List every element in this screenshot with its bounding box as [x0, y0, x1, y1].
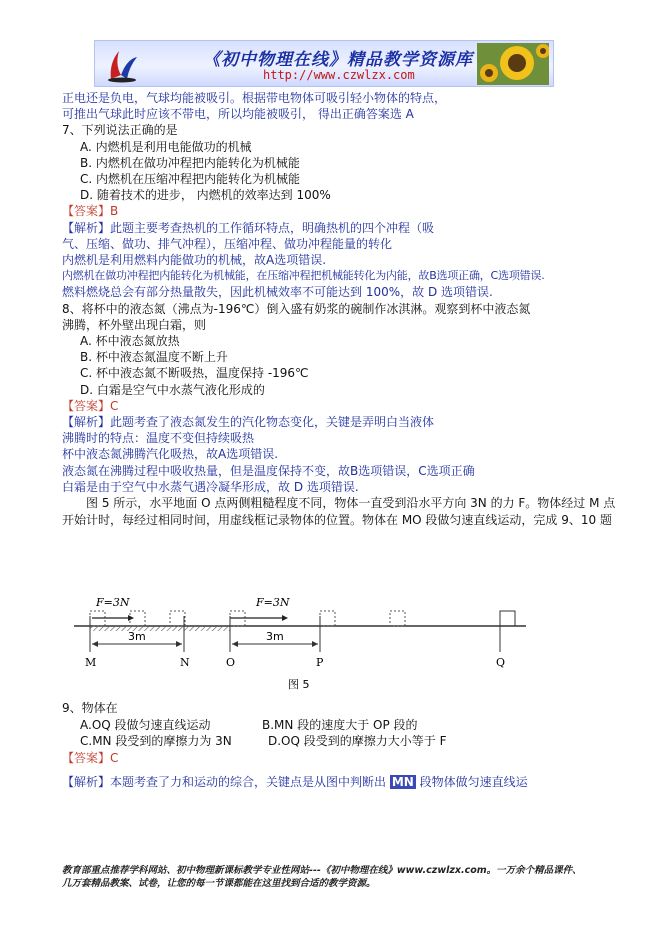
- arrowhead-icon: [128, 615, 134, 621]
- q7-analysis-4: 内燃机在做功冲程把内能转化为机械能，在压缩冲程把机械能转化为内能，故B选项正确，C选项错误.: [62, 269, 545, 283]
- dimension-label-2: 3m: [266, 630, 284, 643]
- q7-option-d: D. 随着技术的进步， 内燃机的效率达到 100%: [80, 188, 331, 203]
- figure-intro: 图 5 所示，水平地面 O 点两侧粗糙程度不同，物体一直受到沿水平方向 3N 的力 F。物体经过 M 点开始计时，每经过相同时间，用虚线框记录物体的位置。物体在 MO 段做匀速直线运动，完成 9、10 题: [62, 496, 616, 528]
- box-position: [500, 611, 515, 626]
- q9-analysis: [62, 774, 622, 791]
- q8-option-b: B. 杯中液态氮温度不断上升: [80, 350, 228, 365]
- box-position: [170, 611, 185, 626]
- page-footer: [62, 864, 622, 890]
- q8-stem-1: 8、将杯中的液态氮（沸点为-196℃）倒入盛有奶浆的碗制作冰淇淋。观察到杯中液态氮: [62, 301, 531, 316]
- point-label-N: N: [180, 656, 190, 669]
- q8-option-a: A. 杯中液态氮放热: [80, 334, 180, 349]
- q9-option-d: D.OQ 段受到的摩擦力大小等于 F: [268, 734, 447, 748]
- q9-option-c: C.MN 段受到的摩擦力为 3N: [80, 734, 232, 748]
- sunflower-icon: [477, 43, 549, 85]
- dimension-label-1: 3m: [128, 630, 146, 643]
- banner-url[interactable]: http://www.czwlzx.com: [263, 68, 415, 82]
- top-line-2: 可推出气球此时应该不带电，所以均能被吸引， 得出正确答案选 A: [62, 107, 414, 122]
- q8-answer: 【答案】C: [62, 398, 119, 413]
- header-banner: [94, 40, 554, 87]
- logo-icon: [105, 45, 139, 83]
- q8-option-d: D. 白霜是空气中水蒸气液化形成的: [80, 382, 265, 397]
- footer-line-1: 教育部重点推荐学科网站、初中物理新课标教学专业性网站---《初中物理在线》www.czwlzx.com。一万余个精品课件、: [62, 865, 582, 876]
- question-9: [62, 700, 622, 791]
- q9-row-2: [62, 733, 622, 750]
- q7-analysis-5: 燃料燃烧总会有部分热量散失，因此机械效率不可能达到 100%，故 D 选项错误.: [62, 285, 493, 300]
- banner-title: 《初中物理在线》精品教学资源库: [203, 50, 473, 70]
- q7-answer: 【答案】B: [62, 204, 119, 219]
- top-line-1: 正电还是负电，气球均能被吸引。根据带电物体可吸引轻小物体的特点，: [62, 91, 447, 105]
- arrowhead-icon: [282, 615, 288, 621]
- q7-option-b: B. 内燃机在做功冲程把内能转化为机械能: [80, 155, 300, 170]
- q7-analysis-3: 内燃机是利用燃料内能做功的机械，故A选项错误.: [62, 253, 327, 268]
- q8-analysis-1: 【解析】此题考查了液态氮发生的汽化物态变化，关键是弄明白当液体: [62, 415, 435, 430]
- q8-analysis-5: 白霜是由于空气中水蒸气遇冷凝华形成，故 D 选项错误.: [62, 479, 359, 494]
- q7-analysis-2: 气、压缩、做功、排气冲程），压缩冲程、做功冲程能量的转化: [62, 236, 393, 251]
- q9-option-b: B.MN 段的速度大于 OP 段的: [262, 717, 418, 732]
- q9-analysis-pre: 【解析】本题考查了力和运动的综合，关键点是从图中判断出: [62, 775, 390, 789]
- q8-stem-2: 沸腾，杯外壁出现白霜，则: [62, 317, 207, 332]
- arrowhead-icon: [176, 641, 182, 647]
- point-label-Q: Q: [496, 656, 506, 669]
- q8-analysis-3: 杯中液态氮沸腾汽化吸热，故A选项错误.: [62, 447, 279, 462]
- arrowhead-icon: [232, 641, 238, 647]
- figure-5: [70, 586, 530, 696]
- q7-option-c: C. 内燃机在压缩冲程把内能转化为机械能: [80, 172, 301, 187]
- arrowhead-icon: [312, 641, 318, 647]
- q9-analysis-post: 段物体做匀速直线运: [415, 775, 528, 789]
- point-label-O: O: [226, 656, 236, 669]
- arrowhead-icon: [92, 641, 98, 647]
- point-label-P: P: [316, 656, 324, 669]
- figure-caption: 图 5: [288, 678, 310, 691]
- force-label-2: F=3N: [256, 596, 290, 609]
- q7-stem: 7、下列说法正确的是: [62, 123, 178, 138]
- q8-option-c: C. 杯中液态氮不断吸热，温度保持 -196℃: [80, 366, 309, 381]
- q9-analysis-badge: MN: [391, 775, 414, 789]
- document-body: [62, 90, 622, 529]
- q8-analysis-2: 沸腾时的特点：温度不变但持续吸热: [62, 431, 255, 446]
- box-position: [390, 611, 405, 626]
- q9-stem: 9、物体在: [62, 701, 118, 715]
- q7-analysis-1: 【解析】此题主要考查热机的工作循环特点，明确热机的四个冲程（吸: [62, 220, 435, 235]
- box-position: [320, 611, 335, 626]
- force-label-1: F=3N: [96, 596, 130, 609]
- q7-option-a: A. 内燃机是利用电能做功的机械: [80, 139, 252, 154]
- q9-row-1: [62, 717, 622, 734]
- q9-option-a: A.OQ 段做匀速直线运动: [80, 717, 211, 732]
- rough-surface: [90, 626, 230, 631]
- point-label-M: M: [85, 656, 97, 669]
- q8-analysis-4: 液态氮在沸腾过程中吸收热量，但是温度保持不变，故B选项错误，C选项正确: [62, 463, 475, 478]
- q9-answer: 【答案】C: [62, 750, 119, 765]
- footer-line-2: 几万套精品教案、试卷，让您的每一节课都能在这里找到合适的教学资源。: [62, 878, 376, 889]
